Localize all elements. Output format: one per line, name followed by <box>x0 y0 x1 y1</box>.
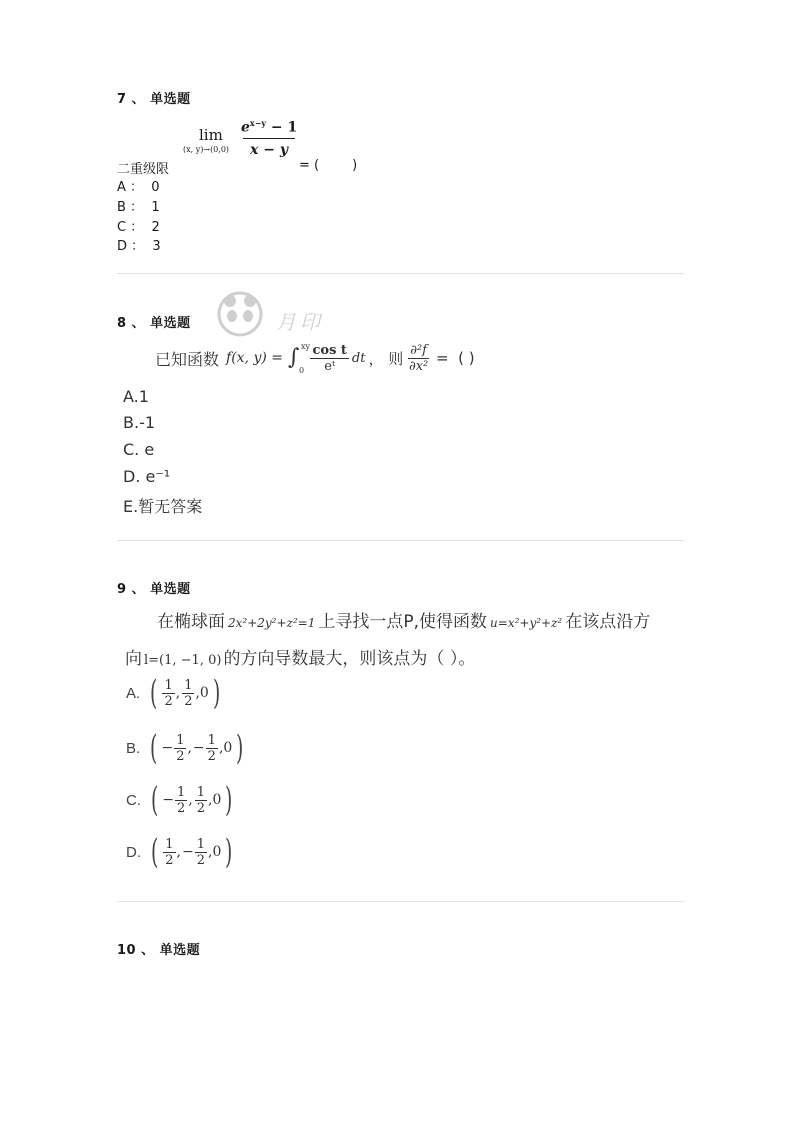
q7-option-b[interactable]: B ： 1 <box>117 200 160 215</box>
q9-fraction <box>182 679 194 708</box>
q9-func: u=x²+y²+z² <box>490 616 563 630</box>
q8-integral-sign: ∫ xy 0 <box>288 342 311 375</box>
q9-frac-den: 2 <box>207 748 216 764</box>
q9-fraction <box>175 786 187 815</box>
q8-stem-prefix: 已知函数 <box>155 349 220 369</box>
q9-fraction <box>206 734 218 763</box>
right-paren: ) <box>212 673 221 713</box>
q9-frac-den: 2 <box>177 800 186 816</box>
q7-prefix: 二重级限 <box>117 162 170 177</box>
q9-line1-a: 在椭球面 <box>157 612 225 632</box>
q8-integrand-den: eᵗ <box>324 358 336 374</box>
q9-tail: ,0 <box>195 685 209 701</box>
q9-frac-den: 2 <box>164 693 173 709</box>
q9-tail: ,0 <box>218 740 233 756</box>
q8-option-b[interactable]: B.-1 <box>123 413 156 432</box>
q9-stem-line2 <box>125 644 475 669</box>
divider <box>117 901 684 902</box>
q7-num-exponent: x−y <box>249 118 267 128</box>
left-paren: ( <box>150 832 159 872</box>
q8-partial-derivative <box>408 344 429 373</box>
left-paren: ( <box>150 780 159 820</box>
q8-option-e[interactable]: E.暂无答案 <box>123 497 203 516</box>
q8-option-d[interactable]: D. e⁻¹ <box>123 467 171 486</box>
q9-option-c[interactable] <box>126 780 236 820</box>
right-paren: ) <box>236 728 244 768</box>
q9-frac-num: 1 <box>196 784 206 800</box>
q9-frac-den: 2 <box>165 852 174 868</box>
q8-pd-num: ∂²f <box>410 342 427 358</box>
q9-option-label: A. <box>126 684 141 702</box>
q9-frac-den: 2 <box>184 693 193 709</box>
q9-fraction <box>163 838 175 867</box>
q9-frac-den: 2 <box>196 800 206 816</box>
q9-sign: − <box>192 740 205 756</box>
q8-then: ， 则 <box>368 349 404 368</box>
q9-surface: 2x²+2y²+z²=1 <box>228 616 316 630</box>
q9-fraction <box>174 734 186 763</box>
q9-frac-num: 1 <box>196 836 206 852</box>
q8-integrand <box>310 344 348 373</box>
question-10-header: 10 、 单选题 <box>117 943 201 958</box>
q7-option-a[interactable]: A ： 0 <box>117 180 160 195</box>
watermark-text: 月印 <box>276 310 324 334</box>
q9-option-label: C. <box>126 791 141 809</box>
q7-option-c[interactable]: C ： 2 <box>117 220 160 235</box>
question-8-header: 8 、 单选题 <box>117 316 191 331</box>
q8-option-c[interactable]: C. e <box>123 440 155 459</box>
q9-fraction <box>195 786 207 815</box>
q9-line2-b: 的方向导数最大，则该点为（ ）。 <box>223 649 476 669</box>
q7-fraction-denominator: x − y <box>250 142 288 158</box>
q7-lim-subscript: (x, y)→(0,0) <box>183 145 230 154</box>
q9-frac-den: 2 <box>176 748 185 764</box>
q9-option-b[interactable] <box>126 728 247 768</box>
q9-sign: − <box>182 844 194 860</box>
q8-integrand-num: cos t <box>312 342 347 358</box>
q7-limit-expression <box>183 118 303 168</box>
q9-tail: ,0 <box>208 792 222 808</box>
question-7-header: 7 、 单选题 <box>117 92 191 107</box>
q9-option-d[interactable] <box>126 832 236 872</box>
q9-comma: , <box>176 844 181 860</box>
q9-frac-num: 1 <box>207 732 216 748</box>
q9-sign: − <box>161 740 174 756</box>
left-paren: ( <box>150 673 158 713</box>
q9-option-label: B. <box>126 739 141 757</box>
q9-sign: − <box>162 792 174 808</box>
q9-line1-b: 上寻找一点P,使得函数 <box>318 612 488 632</box>
q7-num-tail: − 1 <box>266 119 298 136</box>
q9-fraction <box>195 838 207 867</box>
q9-frac-num: 1 <box>177 784 186 800</box>
q9-frac-num: 1 <box>184 677 193 693</box>
q9-frac-num: 1 <box>164 677 173 693</box>
q7-num-e: e <box>241 119 250 136</box>
q9-comma: , <box>187 740 192 756</box>
q9-option-label: D. <box>126 843 141 861</box>
q9-option-a[interactable] <box>126 673 223 713</box>
question-9-header: 9 、 单选题 <box>117 582 191 597</box>
q9-fraction <box>162 679 174 708</box>
divider <box>117 540 684 541</box>
divider <box>117 273 684 274</box>
q9-direction: l=(1, −1, 0) <box>144 653 222 668</box>
q7-fraction-numerator <box>241 118 297 136</box>
right-paren: ) <box>225 780 233 820</box>
q8-dt: dt <box>351 350 366 366</box>
q7-suffix: = ( ) <box>299 158 358 173</box>
q8-option-a[interactable]: A.1 <box>123 387 149 406</box>
q9-line1-c: 在该点沿方 <box>565 612 651 632</box>
q9-comma: , <box>175 685 181 701</box>
watermark-logo <box>214 290 374 340</box>
q9-frac-den: 2 <box>196 852 206 868</box>
q7-fraction-bar <box>243 138 295 139</box>
q8-function: f(x, y) = <box>226 350 284 366</box>
q8-pd-den: ∂x² <box>408 358 429 374</box>
q7-lim-word: lim <box>199 126 223 144</box>
q8-tail: = ( ) <box>436 349 475 367</box>
q8-stem <box>155 336 475 380</box>
q9-frac-num: 1 <box>176 732 185 748</box>
right-paren: ) <box>225 832 233 872</box>
q9-frac-num: 1 <box>165 836 174 852</box>
q8-int-upper: xy <box>301 342 311 351</box>
q9-line2-a: 向 <box>125 649 142 669</box>
q7-option-d[interactable]: D ： 3 <box>117 239 161 254</box>
q8-int-lower: 0 <box>299 366 305 375</box>
q9-tail: ,0 <box>208 844 222 860</box>
left-paren: ( <box>150 728 158 768</box>
q9-comma: , <box>188 792 193 808</box>
q9-stem-line1 <box>157 607 650 632</box>
